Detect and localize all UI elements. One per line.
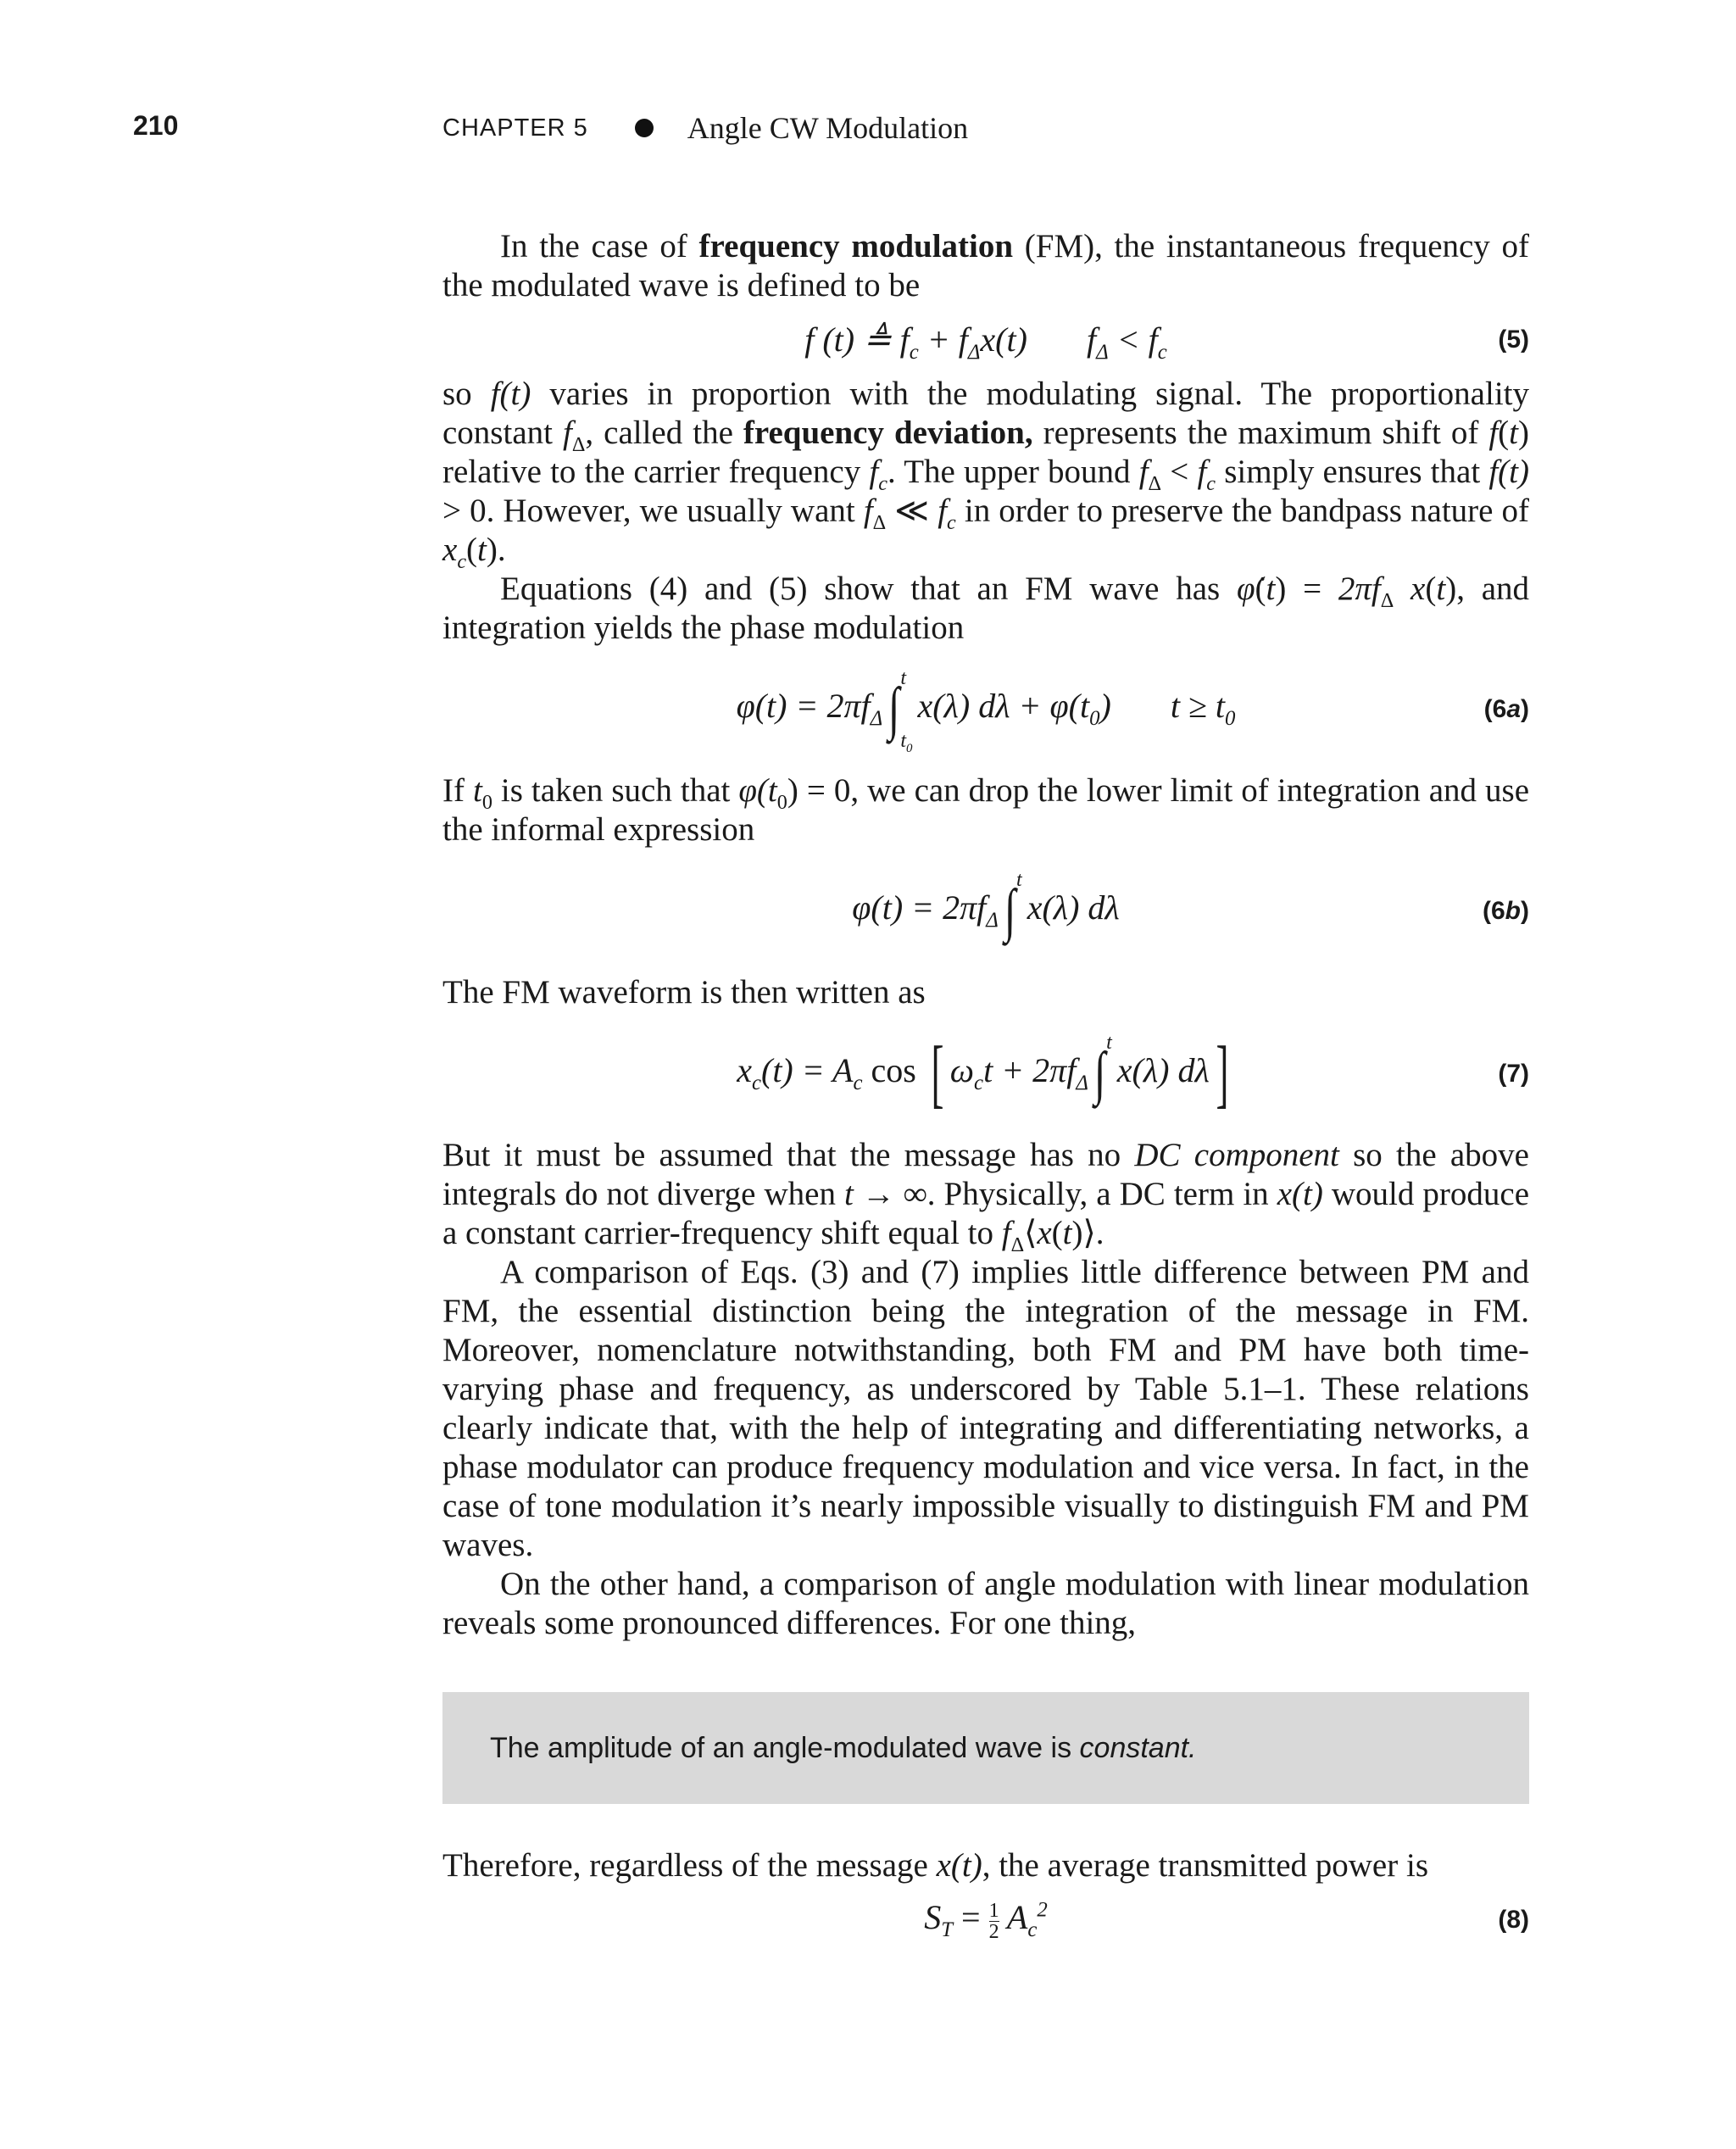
paragraph-average-power: Therefore, regardless of the message x(t), the average transmitted power is [442,1847,1428,1884]
chapter-title: Angle CW Modulation [687,111,969,145]
term-frequency-modulation: frequency modulation [698,228,1014,264]
callout-box [442,1692,1529,1804]
paragraph-frequency-deviation: so f(t) varies in proportion with the modulating signal. The proportionality constant $f_\Delta$, called the frequency deviation, represents the maximum shift of f(t) relative to the carrier frequency $f_c$. The upper bound $f_\Delta < f_c$ simply ensures that f(t) > 0. However, we usually want $f_\Delta$ ≪ $f_c$ in order to preserve the bandpass nature of $x_c(t)$. [442,376,1530,573]
paragraph-pm-fm-comparison: A comparison of Eqs. (3) and (7) implies little difference between PM and FM, the essential distinction being the integration of the message in FM. Moreover, nomenclature notwithstanding, both FM and PM have both time-varying phase and frequency, as underscored by Table 5.1–1. These relations clearly indicate that, with the help of integrating and differentiating networks, a phase modulator can produce frequency modulation and vice versa. In fact, in the case of tone modulation it’s nearly impossible visually to distinguish FM and PM waves. [442,1254,1529,1563]
equation-5: f (t) ≜ $f_c + f_\Delta x(t) f_\Delta < f_c$ (5) [804,320,1529,364]
equation-8: $S_T$ = $\frac{1}{2}$ $A_c^2$ (8) [924,1898,1529,1943]
paragraph-linear-comparison: On the other hand, a comparison of angle modulation with linear modulation reveals some pronounced differences. For one thing, [442,1566,1529,1641]
running-head [442,110,968,146]
equation-number: (6b) [1482,897,1529,925]
paragraph-fm-definition: In the case of frequency modulation (FM), the instantaneous frequency of the modulated wave is defined to be [442,228,1529,303]
callout-text: The amplitude of an angle-modulated wave is constant. [490,1732,1197,1764]
term-frequency-deviation: frequency deviation, [743,415,1033,451]
equation-number: (7) [1498,1060,1529,1088]
page-number: 210 [133,110,179,141]
paragraph-fm-waveform: The FM waveform is then written as [442,974,926,1010]
bullet-icon [635,119,654,137]
equation-number: (6a) [1483,695,1529,723]
paragraph-informal-expression: If $t_0$ is taken such that $\varphi(t_0) = 0$, we can drop the lower limit of integration and use the informal expression [442,772,1530,848]
equation-6b: $\varphi(t) = 2\pi f_\Delta\int$ t x(λ) dλ (6b) [852,869,1529,944]
equation-7: $x_c(t) = A_c$ cos [ $\omega_ct + 2\pi f_\Delta\int$ t x(λ) dλ] (7) [737,1032,1529,1116]
main-text [442,227,1529,1955]
chapter-label: CHAPTER 5 [442,114,588,142]
paragraph-phase-modulation: Equations (4) and (5) show that an FM wave has φ̇(t) = $2\pi f_\Delta$ x(t), and integration yields the phase modulation [442,571,1530,646]
paragraph-dc-component: But it must be assumed that the message has no DC component so the above integrals do not diverge when t → ∞. Physically, a DC term in x(t) would produce a constant carrier-frequency shift equal to $f_\Delta⟨x(t)⟩$. [442,1137,1530,1256]
equation-number: (8) [1498,1906,1529,1934]
equation-6a: $\varphi(t) = 2\pi f_\Delta\int$ t $t_0$ x(λ) $d\lambda + \varphi(t_0) t \ge t_0$ (6a) [736,667,1529,755]
equation-number: (5) [1498,326,1529,354]
